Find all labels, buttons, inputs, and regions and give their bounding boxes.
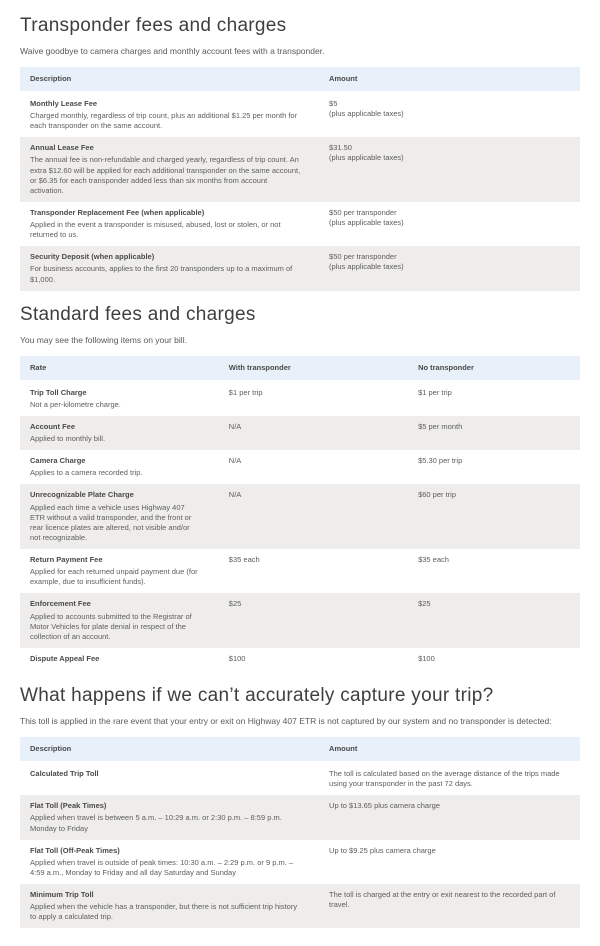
description-cell [20, 93, 319, 137]
no-transponder-cell: $5.30 per trip [418, 456, 463, 466]
fee-description: Applied to accounts submitted to the Registrar of Motor Vehicles for plate denial in respect of the collection of an account. [30, 611, 192, 641]
amount-value: $50 per transponder [329, 252, 397, 262]
section-trip-capture [20, 685, 580, 928]
amount-cell [319, 246, 580, 290]
table-row-dispute-appeal-fee [20, 648, 580, 672]
column-header-description: Description [30, 73, 72, 83]
with-transponder-cell: $35 each [228, 555, 260, 565]
no-transponder-cell: $1 per trip [418, 387, 452, 397]
table-row-return-payment-fee [20, 549, 580, 593]
description-cell [20, 840, 319, 884]
amount-value: $31.50 [329, 143, 352, 153]
fee-description: Charged monthly, regardless of trip count, plus an additional $1.25 per month for each transponder on the same account. [30, 111, 298, 131]
fee-description: Applied when travel is outside of peak times: 10:30 a.m. – 2:29 p.m. or 9 p.m. – 4:59 a.m., Monday to Friday and all day Saturday and Sunday [30, 857, 294, 877]
fee-name: Unrecognizable Plate Charge [30, 490, 134, 500]
table-row-security-deposit [20, 246, 580, 290]
fee-name: Monthly Lease Fee [30, 98, 98, 108]
table-body [20, 93, 580, 291]
fee-description: For business accounts, applies to the first 20 transponders up to a maximum of $1,000. [30, 264, 293, 284]
trip-capture-table [20, 737, 580, 929]
fee-description: The annual fee is non-refundable and charged yearly, regardless of trip count. An extra $12.60 will be applied for each additional transponder on the same account, or $6.35 for each transponder added less than six months from account activation. [30, 155, 301, 195]
section-intro: Waive goodbye to camera charges and monthly account fees with a transponder. [20, 45, 325, 56]
column-header-amount: Amount [329, 743, 358, 753]
column-header-description: Description [30, 743, 72, 753]
table-row-calculated-trip-toll [20, 763, 580, 795]
column-header-rate: Rate [30, 362, 47, 372]
column-header-amount: Amount [329, 73, 358, 83]
with-transponder-cell: N/A [228, 456, 242, 466]
amount-cell [319, 795, 580, 839]
fee-name: Minimum Trip Toll [30, 890, 94, 900]
no-transponder-cell: $5 per month [418, 421, 463, 431]
table-row-account-fee [20, 416, 580, 450]
no-transponder-cell: $25 [418, 599, 431, 609]
table-row-flat-toll-off-peak [20, 840, 580, 884]
fee-name: Return Payment Fee [30, 555, 103, 565]
transponder-fees-table [20, 67, 580, 291]
rate-cell [20, 382, 219, 416]
section-intro: You may see the following items on your bill. [20, 334, 187, 345]
fee-name: Account Fee [30, 421, 76, 431]
section-title: Standard fees and charges [20, 303, 256, 325]
table-row-camera-charge [20, 450, 580, 484]
table-body [20, 763, 580, 928]
amount-cell [319, 137, 580, 202]
section-standard-fees [20, 304, 580, 672]
with-transponder-cell: $100 [228, 653, 246, 663]
with-transponder-cell: N/A [228, 490, 242, 500]
amount-cell [319, 884, 580, 928]
column-header-with-transponder: With transponder [228, 362, 291, 372]
rate-cell [20, 593, 219, 648]
fee-name: Trip Toll Charge [30, 387, 87, 397]
no-transponder-cell: $100 [418, 653, 435, 663]
no-transponder-cell: $35 each [418, 555, 449, 565]
table-header-row [20, 356, 580, 382]
amount-note: (plus applicable taxes) [329, 109, 404, 119]
description-cell [20, 202, 319, 246]
fee-name: Camera Charge [30, 456, 86, 466]
amount-cell [319, 93, 580, 137]
description-cell [20, 795, 319, 839]
with-transponder-cell: N/A [228, 421, 242, 431]
description-cell [20, 884, 319, 928]
table-header-row [20, 737, 580, 763]
table-row-monthly-lease-fee [20, 93, 580, 137]
amount-note: (plus applicable taxes) [329, 218, 404, 228]
fee-description: Applied when travel is between 5 a.m. – 10:29 a.m. or 2:30 p.m. – 8:59 p.m. Monday to Friday [30, 813, 282, 833]
amount-note: (plus applicable taxes) [329, 153, 404, 163]
standard-fees-table [20, 356, 580, 673]
rate-cell [20, 450, 219, 484]
with-transponder-cell: $25 [228, 599, 242, 609]
description-cell [20, 246, 319, 290]
rate-cell [20, 648, 219, 672]
rate-cell [20, 416, 219, 450]
amount-value: Up to $13.65 plus camera charge [329, 801, 440, 811]
fee-name: Transponder Replacement Fee (when applicable) [30, 207, 205, 217]
no-transponder-cell: $60 per trip [418, 490, 457, 500]
fee-description: Applied in the event a transponder is misused, abused, lost or stolen, or not returned to us. [30, 220, 281, 240]
amount-value: $50 per transponder [329, 207, 397, 217]
rate-cell [20, 484, 219, 549]
section-transponder-fees [20, 15, 580, 291]
table-header-row [20, 67, 580, 93]
fee-name: Flat Toll (Off-Peak Times) [30, 845, 120, 855]
amount-note: (plus applicable taxes) [329, 262, 404, 272]
amount-value: Up to $9.25 plus camera charge [329, 845, 436, 855]
fee-description: Applied to monthly bill. [30, 434, 106, 444]
fee-description: Applies to a camera recorded trip. [30, 468, 143, 478]
amount-value: The toll is charged at the entry or exit nearest to the recorded part of travel. [329, 890, 556, 910]
description-cell [20, 137, 319, 202]
table-row-minimum-trip-toll [20, 884, 580, 928]
table-row-annual-lease-fee [20, 137, 580, 202]
fee-name: Calculated Trip Toll [30, 769, 99, 779]
section-intro: This toll is applied in the rare event that your entry or exit on Highway 407 ETR is not captured by our system and no transponder is detected: [20, 715, 552, 726]
section-title: What happens if we can’t accurately capture your trip? [20, 685, 494, 707]
rate-cell [20, 549, 219, 593]
fee-description: Applied when the vehicle has a transponder, but there is not sufficient trip history to apply a calculated trip. [30, 902, 298, 922]
table-body [20, 382, 580, 672]
column-header-no-transponder: No transponder [418, 362, 474, 372]
table-row-trip-toll-charge [20, 382, 580, 416]
fee-description: Applied each time a vehicle uses Highway 407 ETR without a valid transponder, and the front or rear licence plates are altered, not visible and/or not recognizable. [30, 502, 192, 542]
table-row-transponder-replacement-fee [20, 202, 580, 246]
amount-cell [319, 202, 580, 246]
fee-name: Enforcement Fee [30, 599, 91, 609]
fee-description: Applied for each returned unpaid payment due (for example, due to insufficient funds). [30, 567, 198, 587]
with-transponder-cell: $1 per trip [228, 387, 263, 397]
description-cell [20, 763, 319, 795]
fee-name: Annual Lease Fee [30, 143, 94, 153]
fee-name: Flat Toll (Peak Times) [30, 801, 107, 811]
page-title: Transponder fees and charges [20, 15, 287, 36]
amount-cell [319, 840, 580, 884]
fee-name: Security Deposit (when applicable) [30, 252, 155, 262]
fee-name: Dispute Appeal Fee [30, 653, 100, 663]
amount-cell [319, 763, 580, 795]
fee-description: Not a per-kilometre charge. [30, 399, 121, 409]
amount-value: The toll is calculated based on the average distance of the trips made using your transponder in the past 72 days. [329, 769, 560, 789]
table-row-flat-toll-peak [20, 795, 580, 839]
amount-value: $5 [329, 98, 338, 108]
table-row-unrecognizable-plate-charge [20, 484, 580, 549]
table-row-enforcement-fee [20, 593, 580, 648]
